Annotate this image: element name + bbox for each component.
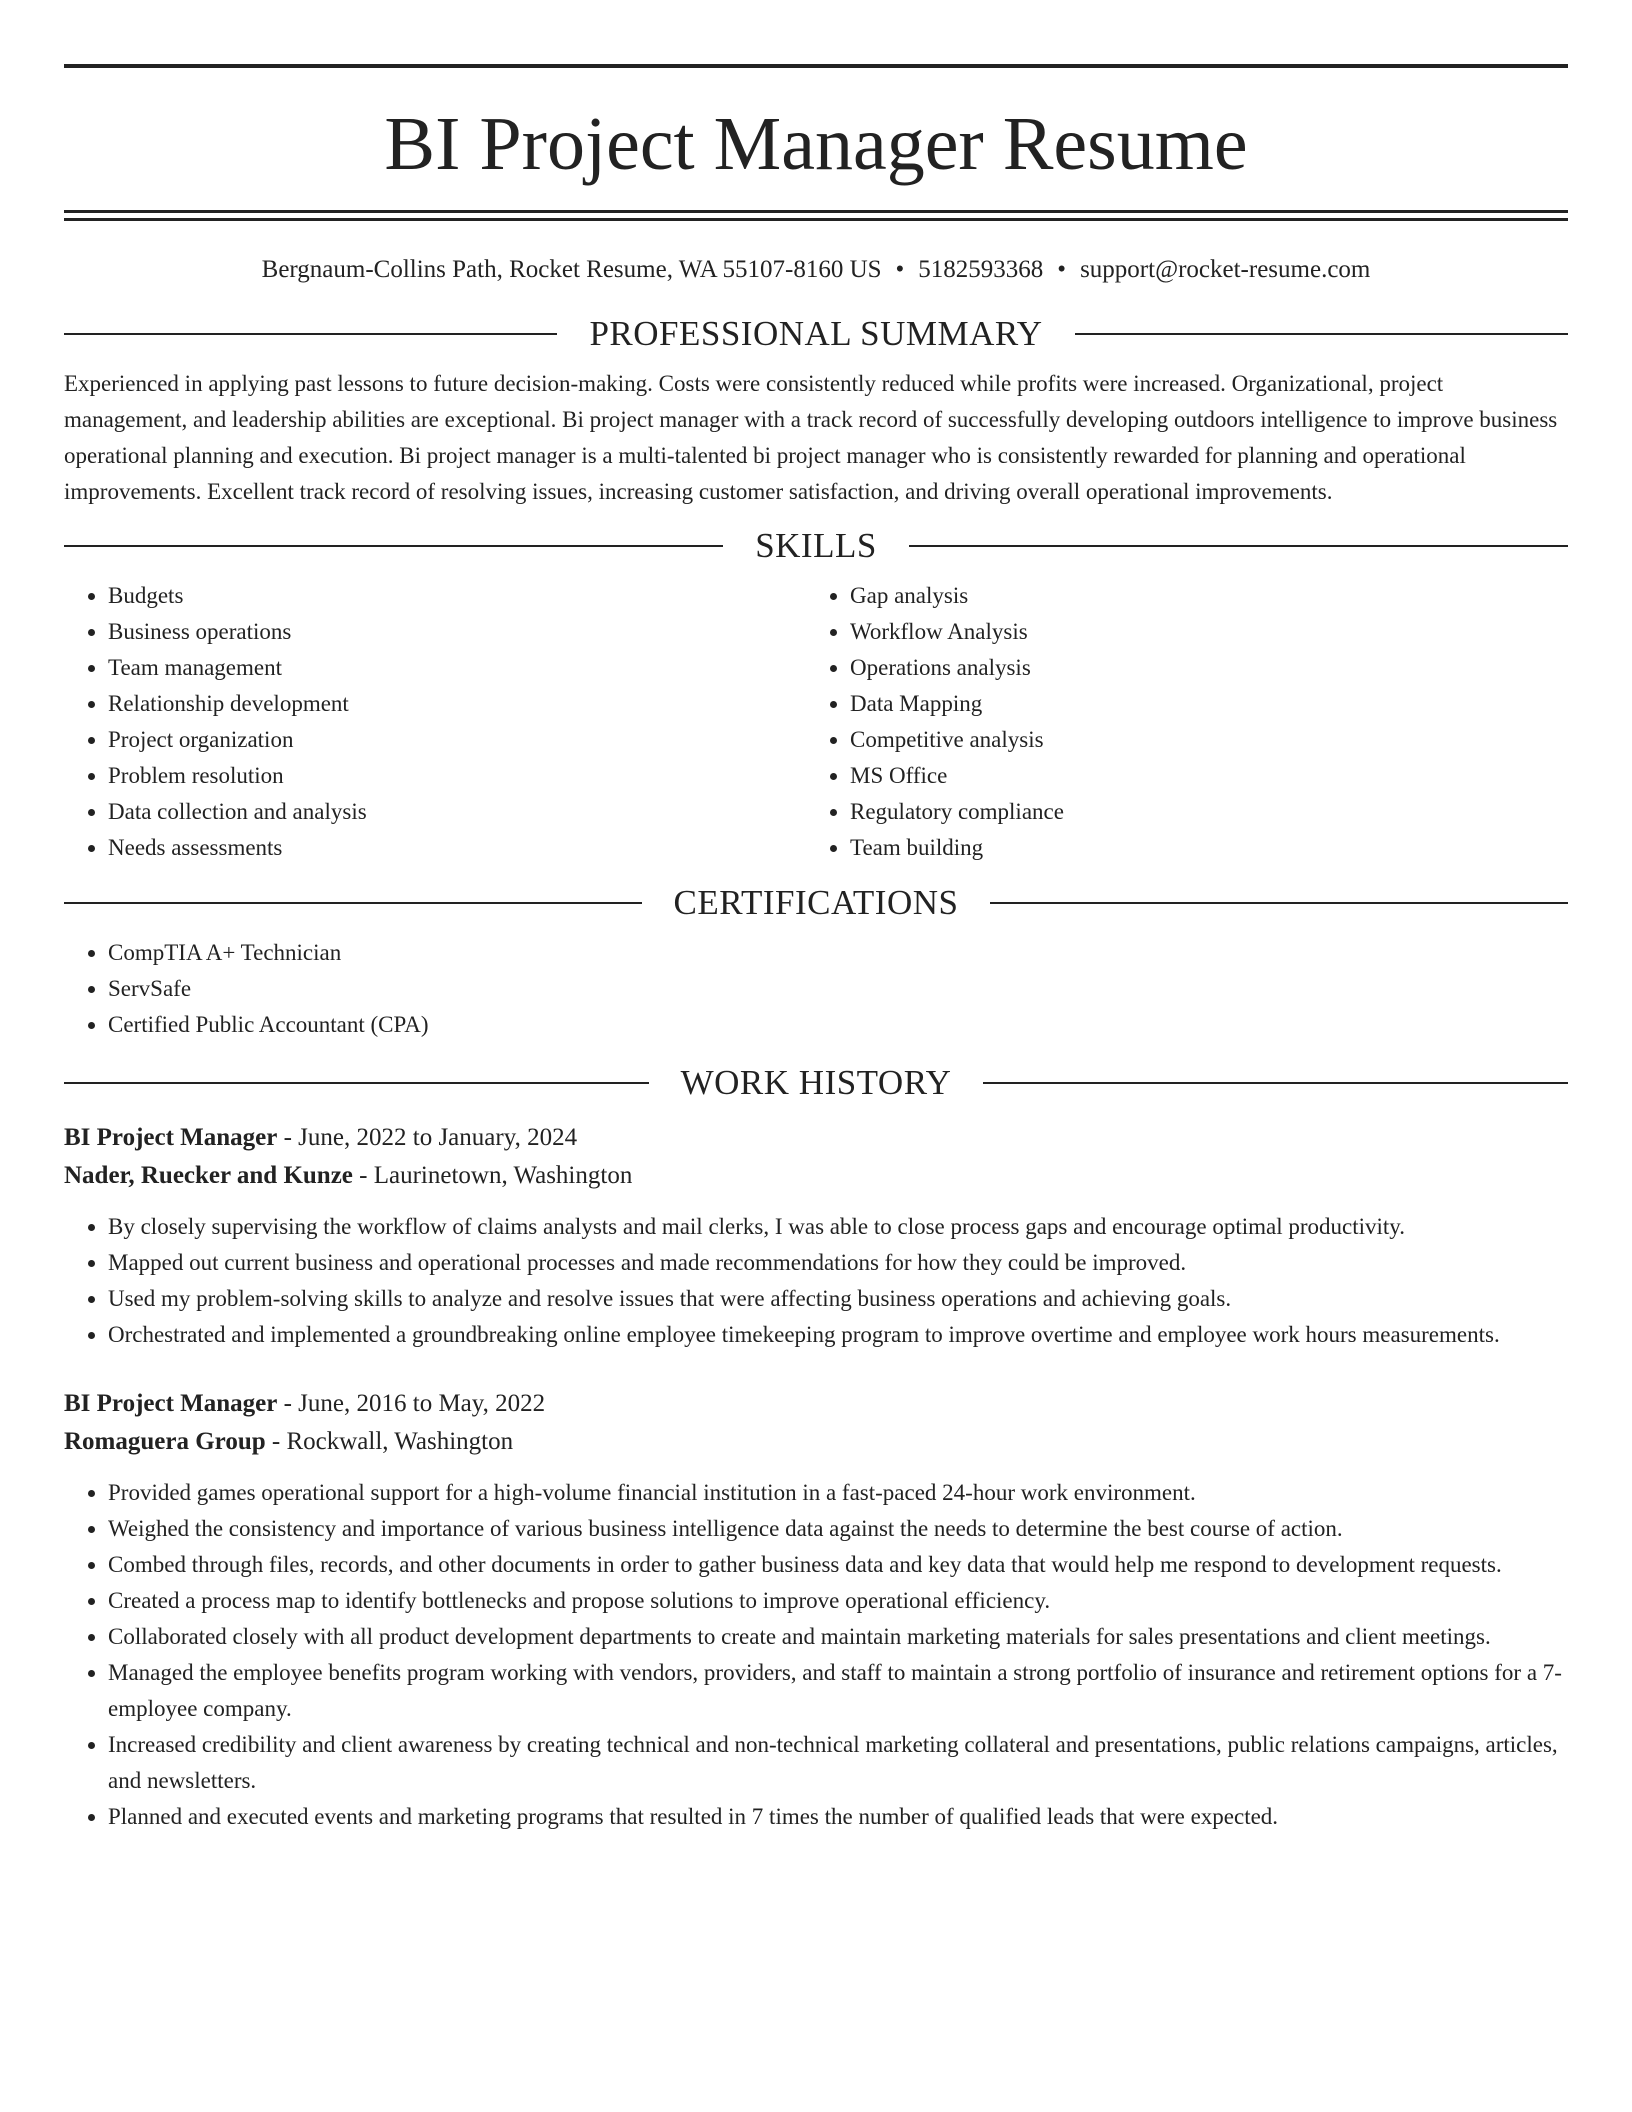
- certification-item: • ServSafe: [108, 971, 1568, 1007]
- skill-item: • Relationship development: [108, 686, 806, 722]
- contact-address: Bergnaum-Collins Path, Rocket Resume, WA 55107-8160 US: [261, 256, 882, 283]
- job-dates: - June, 2022 to January, 2024: [277, 1124, 578, 1151]
- job-bullet: • Orchestrated and implemented a groundbreaking online employee timekeeping program to improve overtime and employee work hours measurements.: [108, 1317, 1568, 1353]
- contact-separator: •: [895, 256, 905, 283]
- job-entry: [64, 1119, 1568, 1353]
- resume-title: BI Project Manager Resume: [384, 102, 1248, 186]
- job-bullets: [64, 1209, 1568, 1353]
- skill-item: • Budgets: [108, 578, 806, 614]
- job-bullet: • Provided games operational support for a high-volume financial institution in a fast-paced 24-hour work environment.: [108, 1475, 1568, 1511]
- certifications-heading: [64, 883, 1568, 923]
- contact-line: [64, 255, 1568, 285]
- skills-columns: [64, 578, 1568, 866]
- skill-item: • MS Office: [850, 758, 1548, 794]
- skill-item: • Gap analysis: [850, 578, 1548, 614]
- skills-column-right: [806, 578, 1548, 866]
- job-bullet: • Weighed the consistency and importance of various business intelligence data against the needs to determine the best course of action.: [108, 1511, 1568, 1547]
- certification-item: • Certified Public Accountant (CPA): [108, 1007, 1568, 1043]
- job-bullet: • Managed the employee benefits program working with vendors, providers, and staff to maintain a strong portfolio of insurance and retirement options for a 7-employee company.: [108, 1655, 1568, 1727]
- title-double-rule: [64, 210, 1568, 221]
- heading-rule-right: [990, 902, 1568, 904]
- top-rule: [64, 64, 1568, 68]
- job-bullet: • Used my problem-solving skills to analyze and resolve issues that were affecting business operations and achieving goals.: [108, 1281, 1568, 1317]
- job-company-line: [64, 1423, 1568, 1461]
- skill-item: • Project organization: [108, 722, 806, 758]
- skill-item: • Regulatory compliance: [850, 794, 1548, 830]
- job-company: Romaguera Group: [64, 1428, 266, 1455]
- skill-item: • Competitive analysis: [850, 722, 1548, 758]
- skill-item: • Business operations: [108, 614, 806, 650]
- skill-item: • Workflow Analysis: [850, 614, 1548, 650]
- job-bullet: • By closely supervising the workflow of claims analysts and mail clerks, I was able to close process gaps and encourage optimal productivity.: [108, 1209, 1568, 1245]
- resume-page: [64, 64, 1568, 1835]
- contact-separator: •: [1057, 256, 1067, 283]
- heading-rule-right: [983, 1082, 1568, 1084]
- job-company-line: [64, 1157, 1568, 1195]
- heading-rule-right: [1075, 333, 1568, 335]
- skill-item: • Team management: [108, 650, 806, 686]
- contact-phone: 5182593368: [918, 256, 1044, 283]
- work-history-heading: [64, 1063, 1568, 1103]
- job-title-line: [64, 1119, 1568, 1157]
- contact-email: support@rocket-resume.com: [1080, 256, 1371, 283]
- skill-item: • Data Mapping: [850, 686, 1548, 722]
- heading-rule-left: [64, 1082, 649, 1084]
- job-bullets: [64, 1475, 1568, 1835]
- summary-heading: [64, 314, 1568, 354]
- skills-heading: [64, 526, 1568, 566]
- job-bullet: • Combed through files, records, and other documents in order to gather business data and key data that would help me respond to development requests.: [108, 1547, 1568, 1583]
- heading-rule-right: [909, 545, 1568, 547]
- job-title: BI Project Manager: [64, 1390, 278, 1417]
- work-history-heading-label: WORK HISTORY: [680, 1063, 952, 1102]
- job-entry: [64, 1385, 1568, 1835]
- job-location: - Laurinetown, Washington: [352, 1162, 633, 1189]
- job-title-line: [64, 1385, 1568, 1423]
- heading-rule-left: [64, 902, 642, 904]
- job-dates: - June, 2016 to May, 2022: [277, 1390, 546, 1417]
- skill-item: • Team building: [850, 830, 1548, 866]
- certifications-list: [64, 935, 1568, 1043]
- skill-item: • Needs assessments: [108, 830, 806, 866]
- certification-item: • CompTIA A+ Technician: [108, 935, 1568, 971]
- heading-rule-left: [64, 545, 723, 547]
- job-bullet: • Planned and executed events and marketing programs that resulted in 7 times the number of qualified leads that were expected.: [108, 1799, 1568, 1835]
- job-company: Nader, Ruecker and Kunze: [64, 1162, 353, 1189]
- job-bullet: • Collaborated closely with all product development departments to create and maintain marketing materials for sales presentations and client meetings.: [108, 1619, 1568, 1655]
- skills-column-left: [64, 578, 806, 866]
- skills-heading-label: SKILLS: [755, 526, 877, 565]
- job-bullet: • Created a process map to identify bottlenecks and propose solutions to improve operational efficiency.: [108, 1583, 1568, 1619]
- skill-item: • Operations analysis: [850, 650, 1548, 686]
- job-location: - Rockwall, Washington: [265, 1428, 514, 1455]
- certifications-heading-label: CERTIFICATIONS: [673, 883, 959, 922]
- job-title: BI Project Manager: [64, 1124, 278, 1151]
- skill-item: • Data collection and analysis: [108, 794, 806, 830]
- heading-rule-left: [64, 333, 557, 335]
- skill-item: • Problem resolution: [108, 758, 806, 794]
- summary-text: Experienced in applying past lessons to future decision-making. Costs were consistently reduced while profits were increased. Organizational, project management, and leadership abilities are exceptional. Bi project manager with a track record of successfully developing outdoors intelligence to improve business operational planning and execution. Bi project manager is a multi-talented bi project manager who is consistently rewarded for planning and operational improvements. Excellent track record of resolving issues, increasing customer satisfaction, and driving overall operational improvements.: [64, 371, 1558, 504]
- summary-heading-label: PROFESSIONAL SUMMARY: [589, 314, 1043, 353]
- job-bullet: • Increased credibility and client awareness by creating technical and non-technical marketing collateral and presentations, public relations campaigns, articles, and newsletters.: [108, 1727, 1568, 1799]
- job-bullet: • Mapped out current business and operational processes and made recommendations for how they could be improved.: [108, 1245, 1568, 1281]
